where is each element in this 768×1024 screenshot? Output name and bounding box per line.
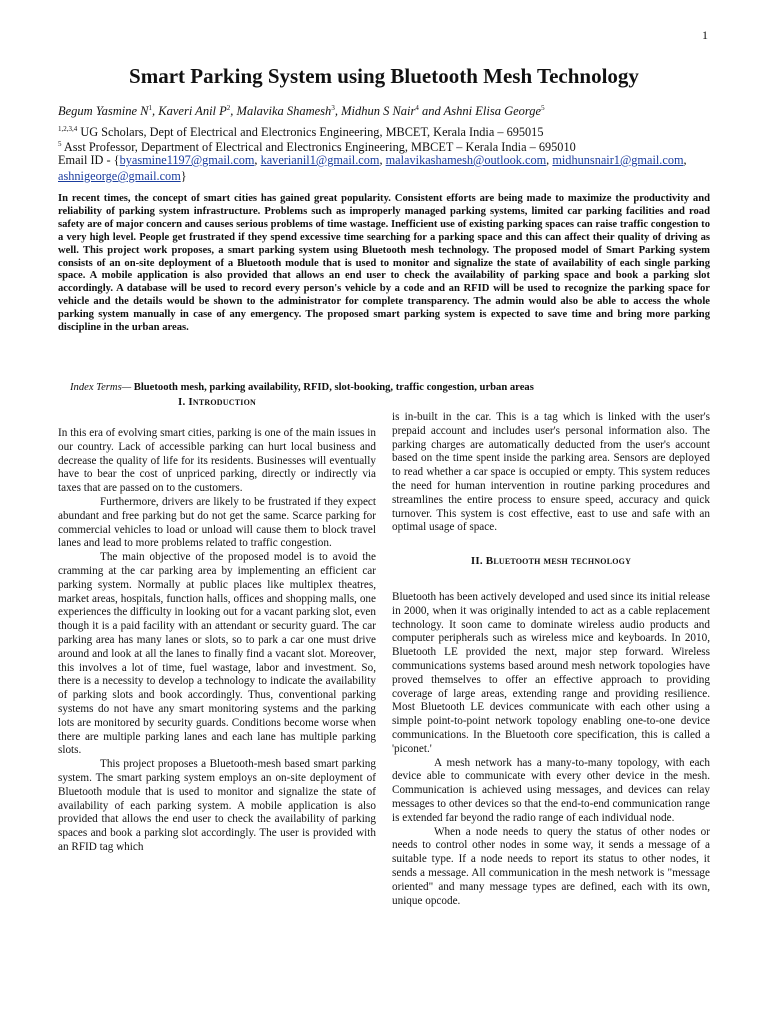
section-heading-bluetooth-mesh: II. Bluetooth mesh technology bbox=[470, 555, 632, 568]
author-separator: , bbox=[334, 104, 342, 119]
section-heading-introduction: I. Introduction bbox=[178, 396, 256, 408]
email-label: Email ID - { bbox=[58, 153, 120, 167]
paragraph-continuation: is in-built in the car. This is a tag which is linked with the user's prepaid account and includes user's personal information also. The parking charges are automatically deducted from the user's account based on the time spent inside the parking area. Sensors are deployed to read whether a car space is occupied or empty. This system reduces the need for human intervention in routine parking procedures and streamlines the entire process to ensure speed, accuracy and quick turnover. This system is cost effective, east to use and safe with an optimal usage of space. bbox=[392, 411, 710, 534]
right-column bbox=[392, 411, 710, 908]
email-close: } bbox=[180, 169, 187, 183]
email-link[interactable]: midhunsnair1@gmail.com bbox=[552, 153, 684, 167]
author-separator: , bbox=[152, 104, 159, 119]
affiliation-text: UG Scholars, Dept of Electrical and Electronics Engineering, MBCET, Kerala India – 695015 bbox=[77, 125, 544, 140]
affiliation-sup: 1,2,3,4 bbox=[58, 125, 78, 133]
paragraph: In this era of evolving smart cities, parking is one of the main issues in our country. Lack of accessible parking can hurt local business and decrease the quality of life for its residents. Businesses will eventually have to bear the cost of unpriced parking, directly or indirectly via taxes that are passed on to the customers. bbox=[58, 427, 376, 495]
email-link[interactable]: kaverianil1@gmail.com bbox=[260, 153, 380, 167]
author-name: Malavika Shamesh bbox=[236, 104, 332, 119]
author-name: Ashni Elisa George bbox=[443, 104, 542, 119]
author-sup: 1 bbox=[148, 104, 153, 112]
email-link[interactable]: byasmine1197@gmail.com bbox=[119, 153, 255, 167]
email-link[interactable]: ashnigeorge@gmail.com bbox=[58, 169, 181, 183]
paragraph: This project proposes a Bluetooth-mesh based smart parking system. The smart parking system employs an on-site deployment of Bluetooth module that is used to monitor and signalize the state of availability of each parking system. A mobile application is also provided that allows the end user to check the availability of parking spaces and book a parking slot accordingly. The user is provided with an RFID tag which bbox=[58, 758, 376, 853]
author-name: Midhun S Nair bbox=[341, 104, 416, 119]
paragraph: Furthermore, drivers are likely to be frustrated if they expect abundant and free parking but do not get the same. Scarce parking for commercial vehicles to load or unload will cause them to block travel lanes and lead to more problems related to traffic congestion. bbox=[58, 495, 376, 550]
email-link[interactable]: malavikashamesh@outlook.com bbox=[385, 153, 547, 167]
author-sup: 3 bbox=[331, 104, 335, 112]
left-column bbox=[58, 427, 376, 855]
author-name: Begum Yasmine N bbox=[58, 104, 149, 119]
email-list: Email ID - {byasmine1197@gmail.com, kaverianil1@gmail.com, malavikashamesh@outlook.com, midhunsnair1@gmail.com, ashnigeorge@gmail.com} bbox=[58, 153, 687, 183]
paragraph: When a node needs to query the status of other nodes or needs to control other nodes in some way, it sends a message of a suitable type. If a node needs to report its status to other nodes, it sends a message. All communication in the mesh network is "message oriented" and many message types are defined, each with its own, unique opcode. bbox=[392, 825, 710, 907]
index-terms-label: Index Terms— bbox=[70, 382, 132, 393]
author-separator: and bbox=[418, 104, 444, 119]
affiliation-text: Asst Professor, Department of Electrical and Electronics Engineering, MBCET – Kerala India – 695010 bbox=[61, 140, 576, 155]
author-name: Kaveri Anil P bbox=[158, 104, 227, 119]
abstract: In recent times, the concept of smart cities has gained great popularity. Consistent efforts are being made to maximize the productivity and reliability of parking system infrastructure. Problems such as improperly managed parking systems, limited car parking facilities and road safety are of major concern and causes serious problems of time wastage. Inefficient use of existing parking spaces can raise traffic congestion to a very high level. People get frustrated if they spend excessive time searching for a parking space and this can affect their quality of driving as well. This project work proposes, a smart parking system using Bluetooth mesh technology. The proposed model of Smart Parking system consists of an on-site deployment of a Bluetooth module that is used to monitor and signalize the state of availability of each single parking space. A mobile application is also provided that allows an end user to check the availability of parking space and book a parking slot accordingly. A database will be used to record every person's vehicle by a code and an RFID will be used to recognize the parking space for vehicle and the details would be shown to the administrator for complete transparency. The admin would also be able to access the whole parking system manually in case of any emergency. The proposed smart parking system is expected to save time and bring more parking discipline in the urban areas. bbox=[58, 193, 710, 334]
page-number: 1 bbox=[702, 28, 708, 42]
paper-title: Smart Parking System using Bluetooth Mesh Technology bbox=[129, 64, 639, 88]
affiliation-sup: 5 bbox=[58, 140, 62, 148]
index-terms-keywords: Bluetooth mesh, parking availability, RFID, slot-booking, traffic congestion, urban areas bbox=[131, 382, 534, 393]
index-terms bbox=[70, 382, 710, 393]
author-sup: 5 bbox=[541, 104, 545, 112]
paragraph: The main objective of the proposed model is to avoid the cramming at the car parking area by implementing an efficient car parking system. Normally at public places like multiplex theatres, market areas, hospitals, function halls, offices and shopping malls, one experiences the difficulty in looking out for a vacant parking slot, even though it is a paid facility with an attendant or security guard. The car parking area has many lanes or slots, so to park a car one must drive around and look at all the lanes to finally find a vacant slot. Moreover, this involves a lot of time, fuel wastage, labor and investment. So, there is a necessity to develop a technology to indicate the availability of parking slots and book accordingly. Thus, conventional parking systems do not have any smart monitoring systems and the parking lots are monitored by security guards. Conditions become worse when there are multiple parking lanes and each lane has multiple parking slots. bbox=[58, 551, 376, 757]
author-sup: 2 bbox=[226, 104, 231, 112]
paragraph: Bluetooth has been actively developed and used since its initial release in 2000, when it was originally intended to act as a cable replacement technology. It soon came to dominate wireless audio products and computer peripherals such as wireless mice and keyboards. In 2010, Bluetooth LE provided the next, major step forward. Wireless communications systems based around mesh network topologies have proved themselves to offer an effective approach to providing coverage of large areas, extending range and providing resilience. Most Bluetooth LE devices communicate with each other using a simple point-to-point network topology enabling one-to-one device communications. In the Bluetooth core specification, this is called a 'piconet.' bbox=[392, 590, 710, 755]
author-separator: , bbox=[230, 104, 237, 119]
author-sup: 4 bbox=[415, 104, 419, 112]
author-list bbox=[58, 104, 718, 119]
paragraph: A mesh network has a many-to-many topology, with each device able to communicate with every other device in the mesh. Communication is achieved using messages, and devices can relay messages to other devices so that the end-to-end communication range is extended far beyond the radio range of each individual node. bbox=[392, 756, 710, 824]
